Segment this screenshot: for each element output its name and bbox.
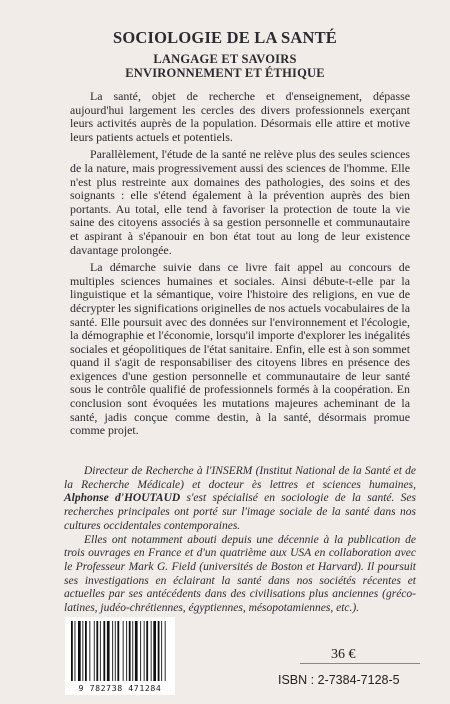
blurb-paragraph: La démarche suivie dans ce livre fait appel au concours de multiples sciences humaines et sociales. Ainsi débute-t-elle par la linguistique et la sémantique, voire l'histoire des religions, en vue de décrypter les significations originelles de nos actuels vocabulaires de la santé. Elle poursuit avec des données sur l'environnement et l'écologie, la démographie et l'économie, lorsqu'il importe d'explorer les inégalités sociales et géopolitiques de l'état sanitaire. Enfin, elle est à son sommet quand il s'agit de responsabiliser des citoyens libres en présence des exigences d'une gestion personnelle et communautaire de leur santé sous le contrôle qualifié de professionnels formés à la coopération. En conclusion sont évoquées les mutations majeures acheminant de la santé, jadis conçue comme destin, à la santé, désormais promue comme projet.	[70, 260, 410, 438]
bio-paragraph-1	[64, 465, 416, 534]
book-subtitle-line1: LANGAGE ET SAVOIRS	[153, 52, 297, 66]
barcode-bars	[65, 617, 175, 683]
barcode-number: 9 782738 471284	[78, 683, 162, 693]
bio-text-1: Directeur de Recherche à l'INSERM (Institut National de la Santé et de la Recherche Médicale) et docteur ès lettres et sciences humaines,	[64, 465, 416, 491]
blurb-paragraph: La santé, objet de recherche et d'enseignement, dépasse aujourd'hui largement les cercles des divers professionnels exerçant leurs activités auprès de la population. Désormais elle attire et motive leurs patients actuels et potentiels.	[70, 89, 410, 144]
bio-text-2: s'est spécialisé en sociologie de la santé. Ses recherches principales ont porté sur l'image sociale de la santé dans nos cultures occidentales contemporaines.	[64, 492, 416, 532]
divider	[300, 663, 420, 664]
author-bio	[64, 465, 416, 616]
price: 36 €	[331, 647, 356, 662]
bio-paragraph-2: Elles ont notamment abouti depuis une décennie à la publication de trois ouvrages en France et d'un quatrième aux USA en collaboration avec le Professeur Mark G. Field (universités de Boston et Harvard). Il poursuit ses investigations en éclairant la santé dans nos sociétés récentes et actuelles par ses antécédents dans des civilisations plus anciennes (gréco-latines, judéo-chrétiennes, égyptiennes, mésopotamiennes, etc.).	[64, 533, 416, 615]
blurb-paragraph: Parallèlement, l'étude de la santé ne relève plus des seules sciences de la nature, mais progressivement aussi des sciences de l'homme. Elle n'est plus restreinte aux domaines des pathologies, des soins et des soignants : elle s'étend également à la prévention auprès des bien portants. Au total, elle tend à favoriser la protection de toute la vie saine des citoyens associés à sa gestion personnelle et communautaire et aspirant à s'épanouir en bon état tout au long de leur existence davantage prolongée.	[70, 147, 410, 257]
blurb	[70, 90, 410, 442]
author-name: Alphonse d'HOUTAUD	[64, 492, 181, 505]
book-subtitle-line2: ENVIRONNEMENT ET ÉTHIQUE	[125, 66, 325, 80]
book-title: SOCIOLOGIE DE LA SANTÉ	[112, 28, 337, 47]
isbn: ISBN : 2-7384-7128-5	[278, 673, 400, 687]
barcode	[65, 617, 175, 695]
